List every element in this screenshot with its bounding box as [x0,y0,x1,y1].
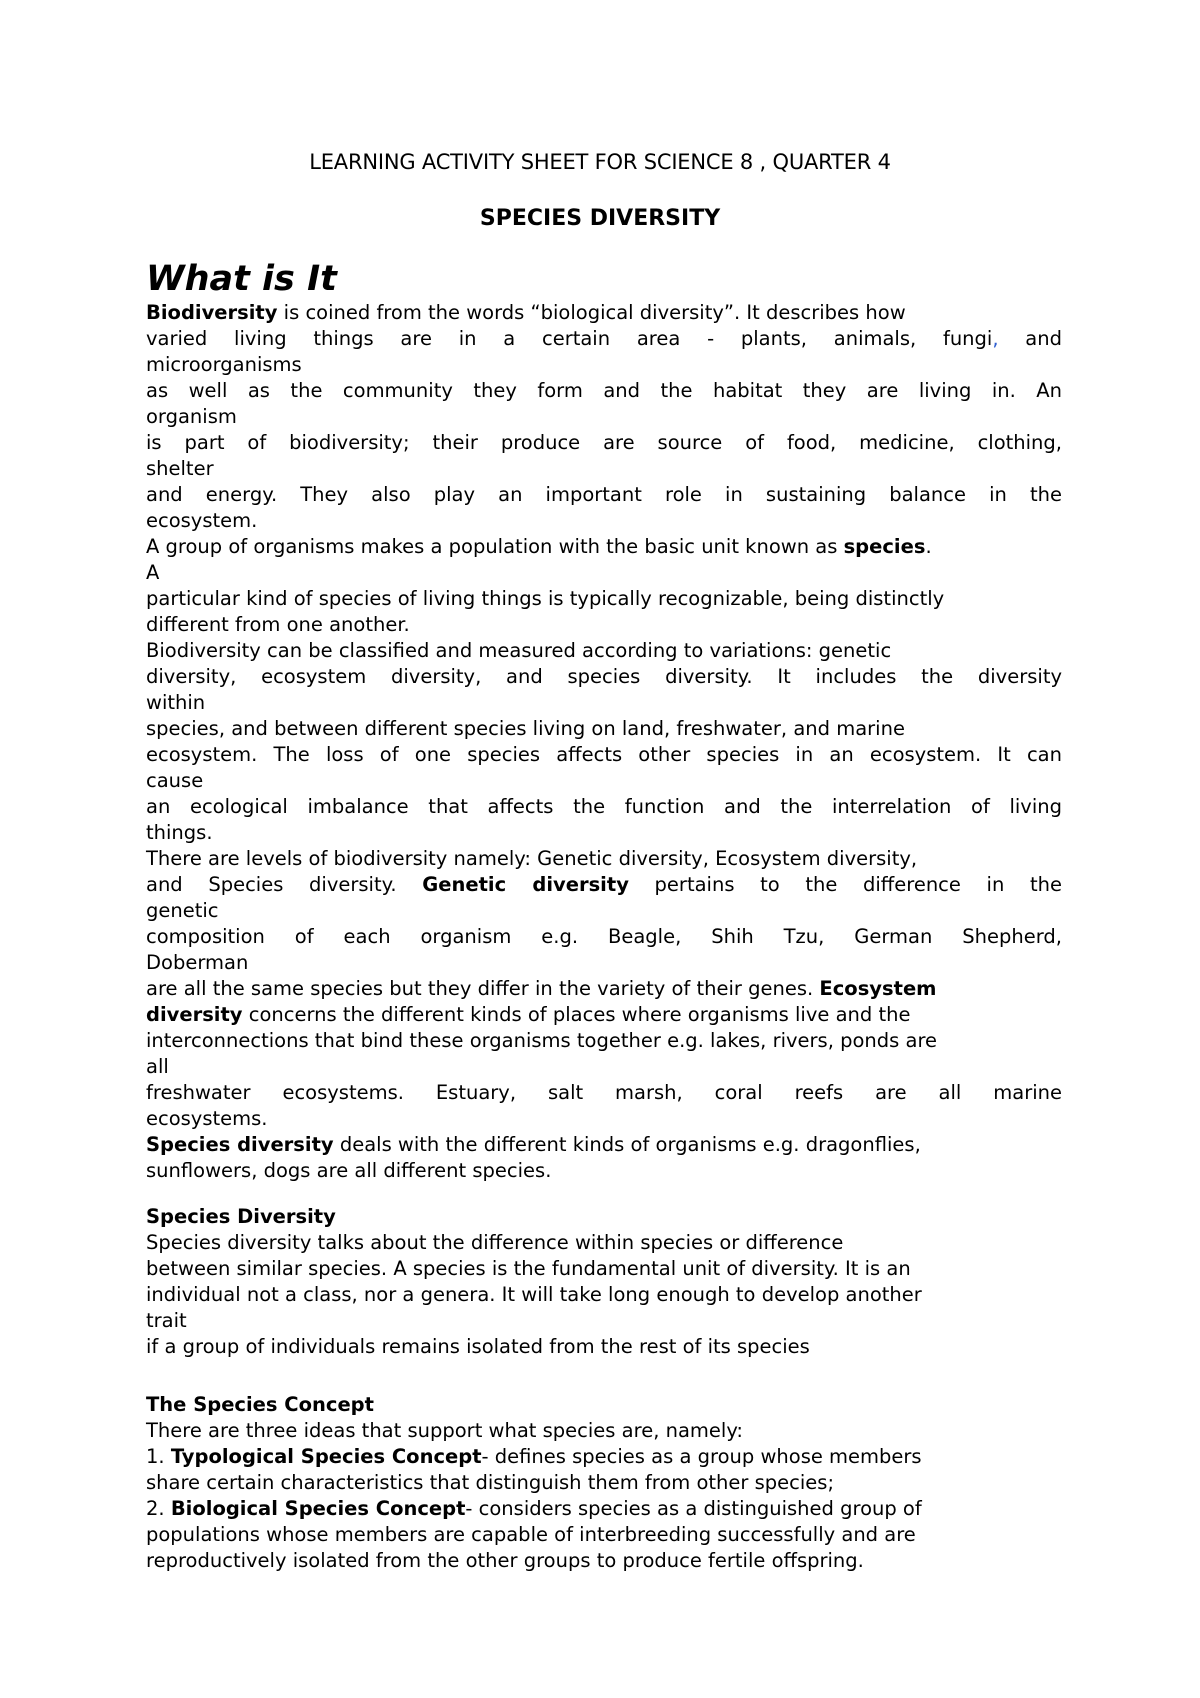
text-line: freshwater ecosystems. Estuary, salt marsh, coral reefs are all marine [146,1081,1062,1104]
text-line: is part of biodiversity; their produce are source of food, medicine, clothing, [146,431,1062,454]
text-line: reproductively isolated from the other groups to produce fertile offspring. [146,1549,864,1572]
text-line: Doberman [146,951,249,974]
bold-term: Species diversity [146,1133,334,1156]
species-concept-section [146,1392,1062,1574]
text-line: There are three ideas that support what species are, namely: [146,1419,744,1442]
section-heading-species-concept: The Species Concept [146,1393,374,1416]
text-span: - considers species as a distinguished group of [465,1497,922,1520]
text-line: A [146,561,160,584]
text-line: between similar species. A species is the fundamental unit of diversity. It is an [146,1257,911,1280]
text-line: ecosystem. The loss of one species affects other species in an ecosystem. It can [146,743,1062,766]
text-line: cause [146,769,204,792]
text-line: species, and between different species living on land, freshwater, and marine [146,717,905,740]
bold-term: Genetic diversity [422,873,629,896]
text-line: an ecological imbalance that affects the function and the interrelation of living [146,795,1062,818]
text-span: concerns the different kinds of places where organisms live and the [242,1003,911,1026]
text-span: and [998,327,1062,350]
text-span: A group of organisms makes a population with the basic unit known as [146,535,844,558]
text-line: microorganisms [146,353,302,376]
text-span: - defines species as a group whose members [481,1445,922,1468]
text-span: are all the same species but they differ in the variety of their genes. [146,977,820,1000]
text-line: There are levels of biodiversity namely: Genetic diversity, Ecosystem diversity, [146,847,918,870]
text-line: diversity, ecosystem diversity, and species diversity. It includes the diversity [146,665,1062,688]
text-line: individual not a class, nor a genera. It will take long enough to develop another [146,1283,922,1306]
bold-term: diversity [146,1003,243,1026]
text-line: trait [146,1309,187,1332]
bold-term: Ecosystem [819,977,937,1000]
text-line: within [146,691,206,714]
section-heading-species-diversity: Species Diversity [146,1205,336,1228]
text-line [146,976,1062,1002]
species-diversity-section [146,1204,1062,1360]
text-line [146,872,1062,898]
text-line: share certain characteristics that distinguish them from other species; [146,1471,835,1494]
text-line: ecosystem. [146,509,258,532]
text-line: genetic [146,899,219,922]
text-line [146,300,1062,326]
text-line: particular kind of species of living things is typically recognizable, being distinctly [146,587,945,610]
text-line: things. [146,821,213,844]
text-line: sunflowers, dogs are all different species. [146,1159,552,1182]
text-span: varied living things are in a certain area - plants, animals, fungi [146,327,993,350]
text-span: deals with the different kinds of organisms e.g. dragonflies, [333,1133,921,1156]
text-span: , [992,327,999,350]
list-number: 2. [146,1497,171,1520]
text-line [146,1132,1062,1158]
text-line: as well as the community they form and the habitat they are living in. An [146,379,1062,402]
text-line: shelter [146,457,214,480]
text-line: composition of each organism e.g. Beagle, Shih Tzu, German Shepherd, [146,925,1062,948]
document-title: LEARNING ACTIVITY SHEET FOR SCIENCE 8 , QUARTER 4 [309,150,891,174]
text-line [146,1002,1062,1028]
text-line: organism [146,405,237,428]
section-heading-what-is-it: What is It [146,259,337,299]
text-line [146,534,1062,560]
text-line: interconnections that bind these organisms together e.g. lakes, rivers, ponds are [146,1029,938,1052]
bold-term: Typological Species Concept [170,1445,482,1468]
what-is-it-body [146,300,1062,1184]
bold-term: Biological Species Concept [170,1497,466,1520]
text-span: pertains to the difference in the [628,873,1062,896]
text-span: and Species diversity. [146,873,423,896]
text-line: if a group of individuals remains isolated from the rest of its species [146,1335,810,1358]
text-line: ecosystems. [146,1107,268,1130]
text-line: Biodiversity can be classified and measured according to variations: genetic [146,639,892,662]
text-line: and energy. They also play an important role in sustaining balance in the [146,483,1062,506]
text-span: . [925,535,932,558]
text-line: Species diversity talks about the difference within species or difference [146,1231,844,1254]
list-item [146,1496,1062,1522]
list-number: 1. [146,1445,171,1468]
text-line: populations whose members are capable of interbreeding successfully and are [146,1523,916,1546]
bold-term: species [843,535,926,558]
text-span: is coined from the words “biological diversity”. It describes how [277,301,906,324]
bold-term: Biodiversity [146,301,278,324]
text-line [146,326,1062,352]
list-item [146,1444,1062,1470]
text-line: all [146,1055,169,1078]
text-line: different from one another. [146,613,410,636]
document-subtitle: SPECIES DIVERSITY [479,206,721,231]
